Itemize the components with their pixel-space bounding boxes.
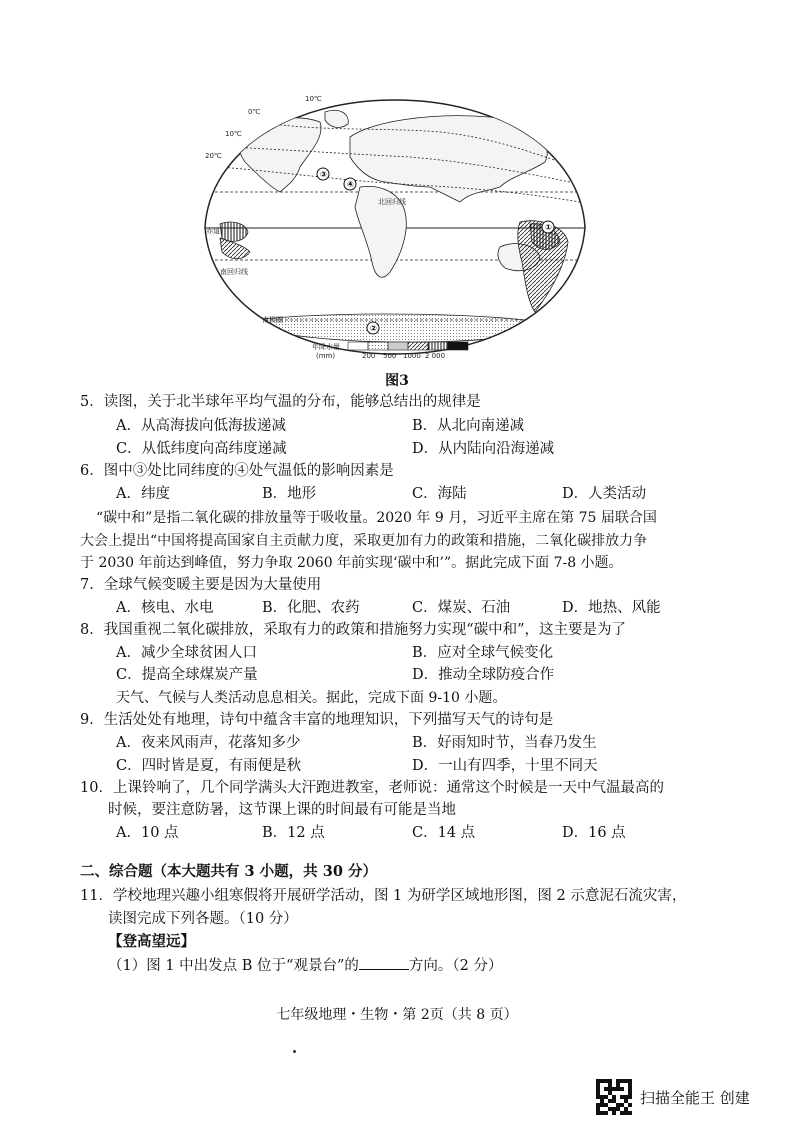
question-10-stem-line-2: 时候，要注意防暑，这节课上课的时间最有可能是当地 bbox=[108, 802, 456, 818]
material-carbon-line-1: “碳中和”是指二氧化碳的排放量等于吸收量。2020 年 9 月，习近平主席在第 75 届联合国 bbox=[96, 510, 657, 526]
question-8-option-b[interactable]: B．应对全球气候变化 bbox=[412, 645, 554, 661]
question-8-option-c[interactable]: C．提高全球煤炭产量 bbox=[116, 667, 258, 683]
question-6-option-d[interactable]: D．人类活动 bbox=[562, 486, 647, 502]
question-5-option-c[interactable]: C．从低纬度向高纬度递减 bbox=[116, 441, 287, 457]
material-carbon-line-2: 大会上提出“中国将提高国家自主贡献力度，采取更加有力的政策和措施，二氧化碳排放力争 bbox=[80, 533, 648, 549]
legend-tick: 200 bbox=[362, 352, 376, 360]
question-11-1 bbox=[108, 955, 502, 976]
question-8-stem: 8．我国重视二氧化碳排放，采取有力的政策和措施努力实现“碳中和”，这主要是为了 bbox=[80, 622, 627, 638]
point-2-label: ② bbox=[370, 324, 377, 333]
point-1-label: ① bbox=[545, 223, 552, 232]
world-precipitation-temperature-map bbox=[200, 92, 590, 368]
question-9-stem: 9．生活处处有地理，诗句中蕴含丰富的地理知识，下列描写天气的诗句是 bbox=[80, 712, 554, 728]
material-weather: 天气、气候与人类活动息息相关。据此，完成下面 9-10 小题。 bbox=[116, 690, 507, 706]
legend-title: 年降水量 bbox=[312, 343, 340, 351]
question-11-stem-line-2: 读图完成下列各题。（10 分） bbox=[108, 911, 298, 927]
antarctic-circle-label: 南极圈 bbox=[262, 316, 283, 324]
question-9-option-a[interactable]: A．夜来风雨声，花落知多少 bbox=[116, 735, 301, 751]
legend-tick: 500 bbox=[383, 352, 397, 360]
question-6-stem: 6．图中③处比同纬度的④处气温低的影响因素是 bbox=[80, 463, 394, 479]
point-3-label: ③ bbox=[320, 170, 327, 179]
question-11-1-after-blank: 方向。（2 分） bbox=[408, 958, 503, 974]
question-8-option-d[interactable]: D．推动全球防疫合作 bbox=[412, 667, 555, 683]
isotherm-label: 10℃ bbox=[225, 130, 242, 138]
question-6-option-b[interactable]: B．地形 bbox=[262, 486, 317, 502]
question-5-option-a[interactable]: A．从高海拔向低海拔递减 bbox=[116, 418, 286, 434]
subsection-heading: 【登高望远】 bbox=[108, 933, 195, 950]
question-6-option-c[interactable]: C．海陆 bbox=[412, 486, 467, 502]
question-5-option-b[interactable]: B．从北向南递减 bbox=[412, 418, 525, 434]
page-footer: 七年级地理・生物・第 2页（共 8 页） bbox=[276, 1007, 518, 1023]
scanner-text: 扫描全能王 创建 bbox=[640, 1088, 750, 1107]
question-5-stem: 5．读图，关于北半球年平均气温的分布，能够总结出的规律是 bbox=[80, 394, 481, 410]
question-11-stem-line-1: 11．学校地理兴趣小组寒假将开展研学活动，图 1 为研学区域地形图，图 2 示意泥石流灾害， bbox=[80, 888, 687, 904]
answer-blank[interactable] bbox=[359, 955, 409, 970]
question-11-1-before-blank: （1）图 1 中出发点 B 位于“观景台”的 bbox=[108, 958, 359, 974]
question-7-option-c[interactable]: C．煤炭、石油 bbox=[412, 600, 511, 616]
section-2-title: 二、综合题（本大题共有 3 小题，共 30 分） bbox=[80, 863, 377, 880]
isotherm-label: 20℃ bbox=[205, 152, 222, 160]
question-10-option-c[interactable]: C．14 点 bbox=[412, 825, 476, 841]
point-4-label: ④ bbox=[347, 180, 354, 189]
question-9-option-c[interactable]: C．四时皆是夏，有雨便是秋 bbox=[116, 758, 302, 774]
qr-code-icon bbox=[596, 1079, 632, 1115]
question-7-option-d[interactable]: D．地热、风能 bbox=[562, 600, 661, 616]
question-10-option-a[interactable]: A．10 点 bbox=[116, 825, 179, 841]
legend-tick: 1000 bbox=[403, 352, 421, 360]
equator-label: 赤道 bbox=[206, 227, 220, 235]
question-7-stem: 7．全球气候变暖主要是因为大量使用 bbox=[80, 577, 322, 593]
question-9-option-b[interactable]: B．好雨知时节，当春乃发生 bbox=[412, 735, 597, 751]
question-7-option-a[interactable]: A．核电、水电 bbox=[116, 600, 214, 616]
question-6-option-a[interactable]: A．纬度 bbox=[116, 486, 170, 502]
scanner-watermark bbox=[596, 1079, 750, 1115]
tropic-south-label: 南回归线 bbox=[220, 268, 248, 276]
question-10-stem-line-1: 10．上课铃响了，几个同学满头大汗跑进教室，老师说：通常这个时候是一天中气温最高的 bbox=[80, 780, 664, 796]
question-7-option-b[interactable]: B．化肥、农药 bbox=[262, 600, 360, 616]
material-carbon-line-3: 于 2030 年前达到峰值，努力争取 2060 年前实现‘碳中和’”。据此完成下面 7-8 小题。 bbox=[80, 555, 623, 571]
legend-tick: 2 000 bbox=[425, 352, 446, 360]
legend-unit: (mm) bbox=[316, 352, 336, 360]
isotherm-label: 10℃ bbox=[305, 95, 322, 103]
tropic-north-label: 北回归线 bbox=[378, 198, 406, 206]
question-10-option-d[interactable]: D．16 点 bbox=[562, 825, 626, 841]
question-8-option-a[interactable]: A．减少全球贫困人口 bbox=[116, 645, 257, 661]
scan-speck bbox=[293, 1050, 296, 1053]
isotherm-label: 0℃ bbox=[248, 108, 261, 116]
question-9-option-d[interactable]: D．一山有四季，十里不同天 bbox=[412, 758, 598, 774]
question-5-option-d[interactable]: D．从内陆向沿海递减 bbox=[412, 441, 555, 457]
figure-caption: 图3 bbox=[385, 373, 409, 389]
question-10-option-b[interactable]: B．12 点 bbox=[262, 825, 325, 841]
